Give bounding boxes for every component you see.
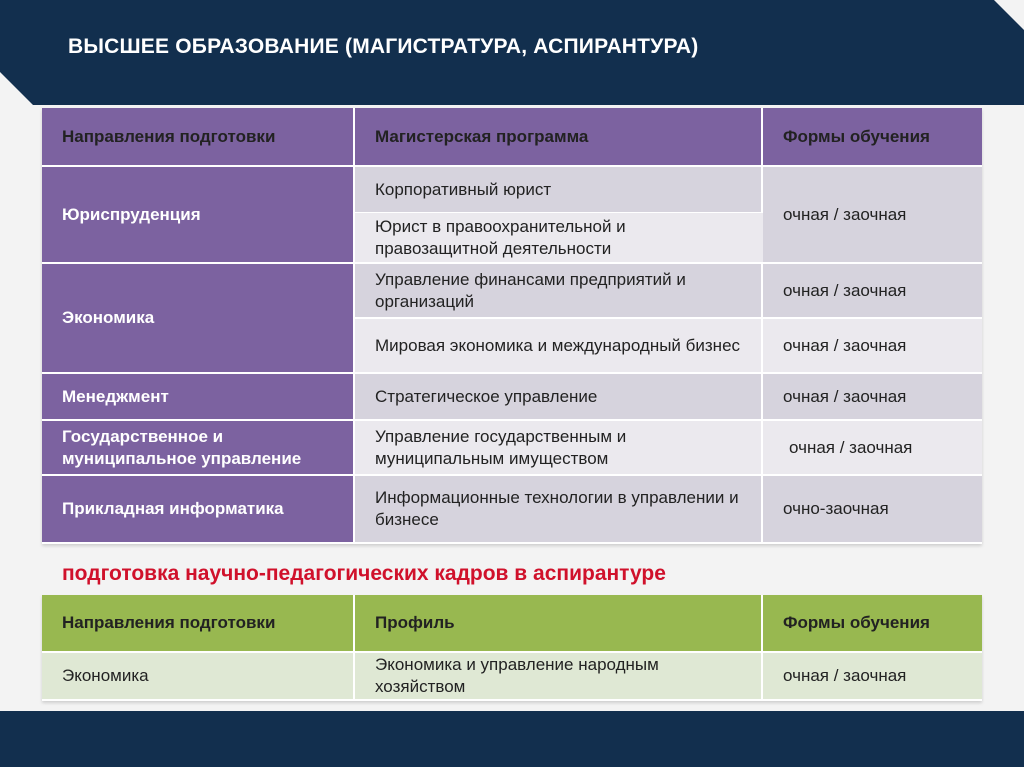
header-program: Магистерская программа <box>355 108 763 167</box>
table-row <box>42 374 982 421</box>
phd-table <box>42 595 982 701</box>
program-cell: Управление государственным и муниципальным имуществом <box>355 421 763 476</box>
program-cell: Мировая экономика и международный бизнес <box>355 319 763 374</box>
form-cell: очно-заочная <box>763 476 982 544</box>
direction-cell: Юриспруденция <box>42 167 355 264</box>
master-header-row <box>42 108 982 167</box>
header-directions: Направления подготовки <box>42 595 355 653</box>
profile-cell: Экономика и управление народным хозяйством <box>355 653 763 701</box>
header-directions: Направления подготовки <box>42 108 355 167</box>
program-cell: Юрист в правоохранительной и правозащитной деятельности <box>355 213 763 264</box>
header-corner-right <box>994 0 1024 30</box>
form-cell: очная / заочная <box>763 319 982 374</box>
form-cell: очная / заочная <box>763 653 982 701</box>
slide-title: ВЫСШЕЕ ОБРАЗОВАНИЕ (МАГИСТРАТУРА, АСПИРАНТУРА) <box>68 35 699 58</box>
direction-cell: Государственное и муниципальное управление <box>42 421 355 476</box>
direction-cell: Экономика <box>42 264 355 374</box>
form-cell: очная / заочная <box>763 167 982 264</box>
form-cell: очная / заочная <box>763 374 982 421</box>
table-row <box>42 653 982 701</box>
program-cell: Управление финансами предприятий и организаций <box>355 264 763 319</box>
form-cell: очная / заочная <box>763 264 982 319</box>
header-corner-left <box>0 72 33 105</box>
footer-band <box>0 711 1024 767</box>
program-cell: Корпоративный юрист <box>355 167 763 213</box>
master-table <box>42 108 982 544</box>
table-row <box>42 167 982 213</box>
table-row <box>42 476 982 544</box>
program-cell: Стратегическое управление <box>355 374 763 421</box>
program-cell: Информационные технологии в управлении и бизнесе <box>355 476 763 544</box>
header-profile: Профиль <box>355 595 763 653</box>
phd-section-title: подготовка научно-педагогических кадров в аспирантуре <box>62 562 666 585</box>
phd-header-row <box>42 595 982 653</box>
header-forms: Формы обучения <box>763 108 982 167</box>
direction-cell: Менеджмент <box>42 374 355 421</box>
direction-cell: Экономика <box>42 653 355 701</box>
table-row <box>42 264 982 319</box>
table-row <box>42 421 982 476</box>
header-forms: Формы обучения <box>763 595 982 653</box>
form-cell: очная / заочная <box>763 421 982 476</box>
direction-cell: Прикладная информатика <box>42 476 355 544</box>
